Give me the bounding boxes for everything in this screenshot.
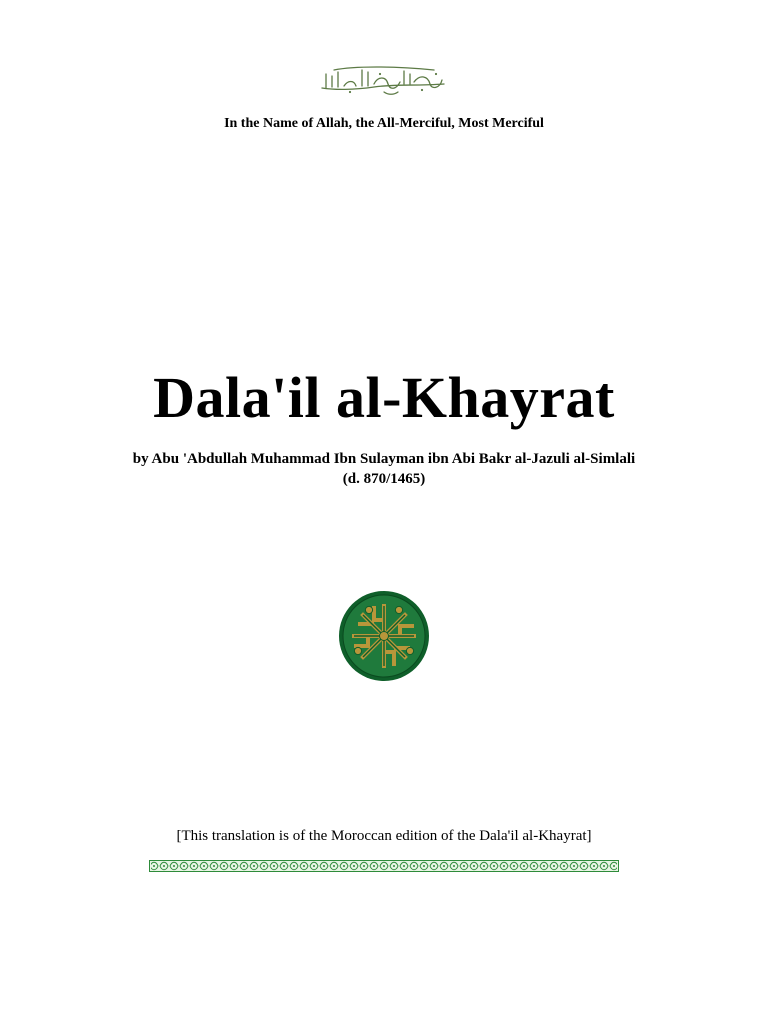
document-title: Dala'il al-Khayrat xyxy=(153,365,615,430)
ornamental-divider xyxy=(0,860,768,872)
author-death-date: (d. 870/1465) xyxy=(342,471,426,487)
ornamental-border-icon xyxy=(149,860,619,872)
author-attribution xyxy=(0,449,768,489)
basmala-header xyxy=(0,62,768,98)
arabic-calligraphy-basmala-icon xyxy=(314,62,454,98)
author-name: by Abu 'Abdullah Muhammad Ibn Sulayman ibn Abi Bakr al-Jazuli al-Simlali xyxy=(132,451,636,467)
emblem-container xyxy=(0,588,768,684)
kufic-knot-emblem-icon xyxy=(336,588,432,684)
translation-note: [This translation is of the Moroccan edition of the Dala'il al-Khayrat] xyxy=(176,828,592,844)
invocation-text: In the Name of Allah, the All-Merciful, Most Merciful xyxy=(224,116,544,131)
